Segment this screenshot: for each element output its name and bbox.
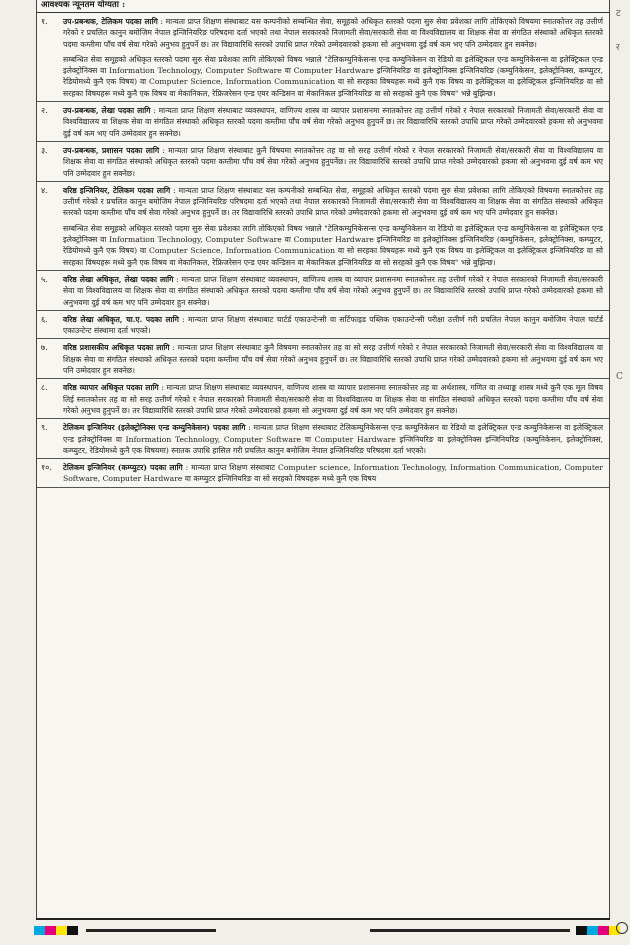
paragraph-text: : मान्यता प्राप्त शिक्षण संस्थाबाट यस कम्पनीको सम्बन्धित सेवा, समूहको अधिकृत स्तरको पदमा सुरु सेवा प्रवेशका लागि तोकिएको विषयमा स्नातकोत्तर तह उत्तीर्ण गरेको र प्रचलित कानुन बमोजिम नेपाल इन्जिनियरिङ परिषदमा दर्ता भएको तथा नेपाल सरकारको निजामती सेवा/सरकारी सेवा वा विश्वविद्यालय वा शिक्षक सेवा वा संगठित संस्थाको अधिकृत स्तरको पदमा कम्तीमा पाँच वर्ष सेवा गरेको अनुभव हुनुपर्ने छ। तर विद्यावारिधि स्तरको उपाधि प्राप्त गरेको उम्मेदवारको हकमा सो अनुभवमा दुई वर्ष कम भए पनि उम्मेदवार हुन सक्नेछ। bbox=[63, 17, 603, 49]
paragraph-text: : मान्यता प्राप्त शिक्षण संस्थाबाट चार्टर्ड एकाउन्टेन्सी वा सर्टिफाइड पब्लिक एकाउन्टेन्सी परीक्षा उत्तीर्ण गरी प्रचलित नेपाल कानुन बमोजिम नेपाल चार्टर्ड एकाउन्टेन्ट संस्थामा दर्ता भएको। bbox=[63, 314, 603, 336]
paragraph-text: : मान्यता प्राप्त शिक्षण संस्थाबाट Computer science, Information Technology, Information Communication, Computer Software, Computer Hardware वा कम्प्युटर इन्जिनियरिङ वा सो सरहको विषयहरू मध्ये कुनै एक विषय bbox=[63, 463, 603, 484]
qualification-item bbox=[37, 102, 609, 142]
color-swatch bbox=[598, 926, 609, 935]
paragraph-text: : मान्यता प्राप्त शिक्षण संस्थाबाट टेलिकम्युनिकेसन्स एन्ड कम्युनिकेसन वा रेडियो वा इलेक्ट्रिकल एन्ड कम्युनिकेसन्स वा इलेक्ट्रिकल एन्ड इलेक्ट्रोनिक्स वा Information Technology, Computer Software वा Computer Hardware इन्जिनियरिङ वा इलेक्ट्रोनिक्स इन्जिनियरिङ (कम्युनिकेसन, इलेक्ट्रोनिक्स, कम्प्युटर, रेडियोमध्ये कुनै एक विषयमा) स्नातक उपाधि हासिल गरी प्रचलित कानुन बमोजिम नेपाल इन्जिनियरिङ परिषदमा दर्ता भएको। bbox=[63, 423, 603, 455]
color-swatch bbox=[34, 926, 45, 935]
print-color-bar-left bbox=[34, 926, 78, 935]
color-swatch bbox=[587, 926, 598, 935]
item-body bbox=[63, 422, 603, 456]
qualification-list bbox=[37, 13, 609, 488]
item-number: ९. bbox=[41, 423, 48, 433]
item-paragraph bbox=[63, 145, 603, 179]
paragraph-text: : मान्यता प्राप्त शिक्षण संस्थाबाट व्यवस्थापन, वाणिज्य शास्त्र वा व्यापार प्रशासनमा स्नातकोत्तर तह उत्तीर्ण गरेको र नेपाल सरकारको निजामती सेवा/सरकारी सेवा वा विश्वविद्यालय वा शिक्षक सेवा वा संगठित संस्थाको अधिकृत स्तरको पदमा कम्तीमा पाँच वर्ष सेवा गरेको अनुभव हुनुपर्ने छ। तर विद्यावारिधि स्तरको उपाधि प्राप्त गरेको उम्मेदवारको हकमा सो अनुभवमा दुई वर्ष कम भए पनि उम्मेदवार हुन सक्नेछ। bbox=[63, 106, 604, 138]
item-number: २. bbox=[41, 106, 48, 116]
item-paragraph bbox=[63, 274, 603, 308]
position-title: वरिष्ठ लेखा अधिकृत, चा.ए. पदका लागि bbox=[63, 314, 179, 324]
position-title: टेलिकम इन्जिनियर (कम्प्युटर) पदका लागि bbox=[63, 463, 183, 473]
paragraph-text: : मान्यता प्राप्त शिक्षण संस्थाबाट कुनै विषयमा स्नातकोत्तर तह वा सो सरह उत्तीर्ण गरेको र नेपाल सरकारको निजामती सेवा/सरकारी सेवा वा विश्वविद्यालय वा शिक्षक सेवा वा संगठित संस्थाको अधिकृत स्तरको पदमा कम्तीमा पाँच वर्ष सेवा गरेको अनुभव हुनुपर्ने छ। तर विद्यावारिधि स्तरको उपाधि प्राप्त गरेको उम्मेदवारको हकमा सो अनुभवमा दुई वर्ष कम भए पनि उम्मेदवार हुन सक्नेछ। bbox=[63, 343, 604, 376]
item-paragraph bbox=[63, 422, 603, 456]
notice-page bbox=[36, 0, 610, 918]
paragraph-text: : मान्यता प्राप्त शिक्षण संस्थाबाट व्यवस्थापन, वाणिज्य शास्त्र वा व्यापार प्रशासनमा स्नातकोत्तर तह उत्तीर्ण गरेको र नेपाल सरकारको निजामती सेवा/सरकारी सेवा वा विश्वविद्यालय वा शिक्षक सेवा वा संगठित संस्थाको अधिकृत स्तरको पदमा कम्तीमा पाँच वर्ष सेवा गरेको अनुभव हुनुपर्ने छ। तर विद्यावारिधि स्तरको उपाधि प्राप्त गरेको उम्मेदवारको हकमा सो अनुभवमा दुई वर्ष कम भए पनि उम्मेदवार हुन सक्नेछ। bbox=[63, 274, 603, 307]
item-body bbox=[63, 145, 603, 179]
item-paragraph bbox=[63, 462, 603, 485]
qualification-item bbox=[37, 379, 609, 419]
print-color-bar-right bbox=[576, 926, 620, 935]
item-paragraph bbox=[63, 342, 603, 376]
page-edge-mark: ट bbox=[616, 9, 621, 19]
print-bar-right bbox=[370, 929, 570, 932]
item-number: ८. bbox=[41, 383, 48, 393]
registration-mark bbox=[616, 922, 628, 934]
position-title: टेलिकम इन्जिनियर (इलेक्ट्रोनिक्स एन्ड कम्युनिकेसन) पदका लागि bbox=[63, 423, 246, 433]
position-title: वरिष्ठ लेखा अधिकृत, लेखा पदका लागि bbox=[63, 274, 174, 284]
item-number: ४. bbox=[41, 185, 48, 195]
item-number: ६. bbox=[41, 314, 48, 324]
page-bottom-rule bbox=[36, 918, 610, 920]
color-swatch bbox=[45, 926, 56, 935]
paragraph-text: : मान्यता प्राप्त शिक्षण संस्थाबाट यस कम्पनीको सम्बन्धित सेवा, समूहको अधिकृत स्तरको पदमा सुरु सेवा प्रवेशका लागि तोकिएको विषयमा स्नातकोत्तर तह उत्तीर्ण गरेको र प्रचलित कानुन बमोजिम नेपाल इन्जिनियरिङ परिषदमा दर्ता भएको तथा नेपाल सरकारको निजामती सेवा/सरकारी सेवा वा विश्वविद्यालय वा शिक्षक सेवा वा संगठित संस्थाको अधिकृत स्तरको पदमा कम्तीमा पाँच वर्ष सेवा गरेको अनुभव हुनुपर्ने छ। तर विद्यावारिधि स्तरको उपाधि प्राप्त गरेको उम्मेदवारको हकमा सो अनुभवमा दुई वर्ष कम भए पनि उम्मेदवार हुन सक्नेछ। bbox=[63, 185, 603, 218]
item-paragraph bbox=[63, 105, 603, 139]
section-heading: आवश्यक न्यूनतम योग्यता : bbox=[37, 0, 609, 13]
item-paragraph bbox=[63, 382, 603, 416]
item-paragraph bbox=[63, 314, 603, 337]
item-body bbox=[63, 382, 603, 416]
print-bar-left bbox=[86, 929, 216, 932]
page-edge-mark: र bbox=[616, 43, 620, 53]
position-title: उप-प्रबन्धक, लेखा पदका लागि bbox=[63, 106, 151, 116]
item-body bbox=[63, 185, 603, 268]
paragraph-text: सम्बन्धित सेवा समूहको अधिकृत स्तरको पदमा सुरु सेवा प्रवेशका लागि तोकिएको विषय भन्नाले "टेलिकम्युनिकेसन्स एन्ड कम्युनिकेसन वा रेडियो वा इलेक्ट्रिकल एन्ड कम्युनिकेसन्स वा इलेक्ट्रिकल एन्ड इलेक्ट्रोनिक्स वा Information Technology, Computer Software वा Computer Hardware इन्जिनियरिङ वा इलेक्ट्रोनिक्स इन्जिनियरिङ (कम्युनिकेसन, इलेक्ट्रोनिक्स, कम्प्युटर, रेडियोमध्ये कुनै एक विषय) वा Computer Science, Information Communication वा सो सरहका विषयहरू मध्ये कुनै एक विषय वा इलेक्ट्रिकल वा इलेक्ट्रिकल इन्जिनियरिङ वा सो सरहका विषयहरू मध्ये कुनै एक विषय वा मेकानिकल, रेफ्रिजरेसन एन्ड एयर कन्डिसन वा मेकानिकल इन्जिनियरिङ वा सो सरहको कुनै एक विषय" भन्ने बुझिन्छ। bbox=[63, 54, 603, 98]
qualification-item bbox=[37, 142, 609, 182]
qualification-item bbox=[37, 459, 609, 488]
color-swatch bbox=[67, 926, 78, 935]
item-body bbox=[63, 105, 603, 139]
qualification-item bbox=[37, 339, 609, 379]
position-title: वरिष्ठ इन्जिनियर, टेलिकम पदका लागि bbox=[63, 185, 171, 195]
item-body bbox=[63, 314, 603, 337]
page-edge-mark: C bbox=[616, 372, 623, 382]
item-number: १०. bbox=[41, 463, 52, 473]
qualification-item bbox=[37, 13, 609, 102]
item-paragraph bbox=[63, 223, 603, 268]
qualification-item bbox=[37, 182, 609, 271]
item-paragraph bbox=[63, 185, 603, 219]
qualification-item bbox=[37, 311, 609, 340]
qualification-item bbox=[37, 419, 609, 459]
qualification-item bbox=[37, 271, 609, 311]
item-body bbox=[63, 462, 603, 485]
item-paragraph bbox=[63, 54, 603, 99]
paragraph-text: सम्बन्धित सेवा समूहको अधिकृत स्तरको पदमा सुरु सेवा प्रवेशका लागि तोकिएको विषय भन्नाले "टेलिकम्युनिकेसन्स एन्ड कम्युनिकेसन वा रेडियो वा इलेक्ट्रिकल एन्ड कम्युनिकेसन्स वा इलेक्ट्रिकल एन्ड इलेक्ट्रोनिक्स वा Information Technology, Computer Software वा Computer Hardware इन्जिनियरिङ वा इलेक्ट्रोनिक्स इन्जिनियरिङ (कम्युनिकेसन, इलेक्ट्रोनिक्स, कम्प्युटर, रेडियोमध्ये कुनै एक विषय) वा Computer Science, Information Communication वा सो सरहका विषयहरू मध्ये कुनै एक विषय वा इलेक्ट्रिकल वा इलेक्ट्रिकल इन्जिनियरिङ वा सो सरहका विषयहरू मध्ये कुनै एक विषय वा मेकानिकल, रेफ्रिजरेसन एन्ड एयर कन्डिसन वा मेकानिकल इन्जिनियरिङ वा सो सरहको कुनै एक विषय" भन्ने बुझिन्छ। bbox=[63, 223, 603, 267]
color-swatch bbox=[56, 926, 67, 935]
item-paragraph bbox=[63, 16, 603, 50]
item-body bbox=[63, 342, 603, 376]
item-number: ५. bbox=[41, 274, 48, 284]
item-number: ७. bbox=[41, 343, 48, 353]
paragraph-text: : मान्यता प्राप्त शिक्षण संस्थाबाट व्यवस्थापन, वाणिज्य शास्त्र वा व्यापार प्रशासनमा स्नातकोत्तर तह वा अर्थशास्त्र, गणित वा तथ्याङ्क शास्त्र मध्ये कुनै एक मूल विषय लिई स्नातकोत्तर तह वा सो सरह उत्तीर्ण गरेको र नेपाल सरकारको निजामती सेवा/सरकारी सेवा वा विश्वविद्यालय वा शिक्षक सेवा वा संगठित संस्थाको अधिकृत स्तरको पदमा कम्तीमा पाँच वर्ष सेवा गरेको अनुभव हुनुपर्ने छ। तर विद्यावारिधि स्तरको उपाधि प्राप्त गरेको उम्मेदवारको हकमा सो अनुभवमा दुई वर्ष कम भए पनि उम्मेदवार हुन सक्नेछ। bbox=[63, 383, 604, 415]
paragraph-text: : मान्यता प्राप्त शिक्षण संस्थाबाट कुनै विषयमा स्नातकोत्तर तह वा सो सरह उत्तीर्ण गरेको र नेपाल सरकारको निजामती सेवा/सरकारी सेवा वा विश्वविद्यालय वा शिक्षक सेवा वा संगठित संस्थाको अधिकृत स्तरको पदमा कम्तीमा पाँच वर्ष सेवा गरेको अनुभव हुनुपर्नेछ। तर विद्यावारिधि स्तरको उपाधि प्राप्त गरेको उम्मेदवारको हकमा सो अनुभवमा दुई वर्ष कम भए पनि उम्मेदवार हुन सक्नेछ। bbox=[63, 145, 603, 178]
item-body bbox=[63, 274, 603, 308]
item-number: ३. bbox=[41, 145, 48, 155]
position-title: उप-प्रबन्धक, प्रशासन पदका लागि bbox=[63, 145, 160, 155]
item-number: १. bbox=[41, 17, 48, 26]
item-body bbox=[63, 16, 603, 99]
position-title: वरिष्ठ प्रशासकीय अधिकृत पदका लागि bbox=[63, 343, 170, 353]
position-title: उप-प्रबन्धक, टेलिकम पदका लागि bbox=[63, 17, 158, 26]
color-swatch bbox=[576, 926, 587, 935]
position-title: वरिष्ठ व्यापार अधिकृत पदका लागि bbox=[63, 383, 159, 393]
